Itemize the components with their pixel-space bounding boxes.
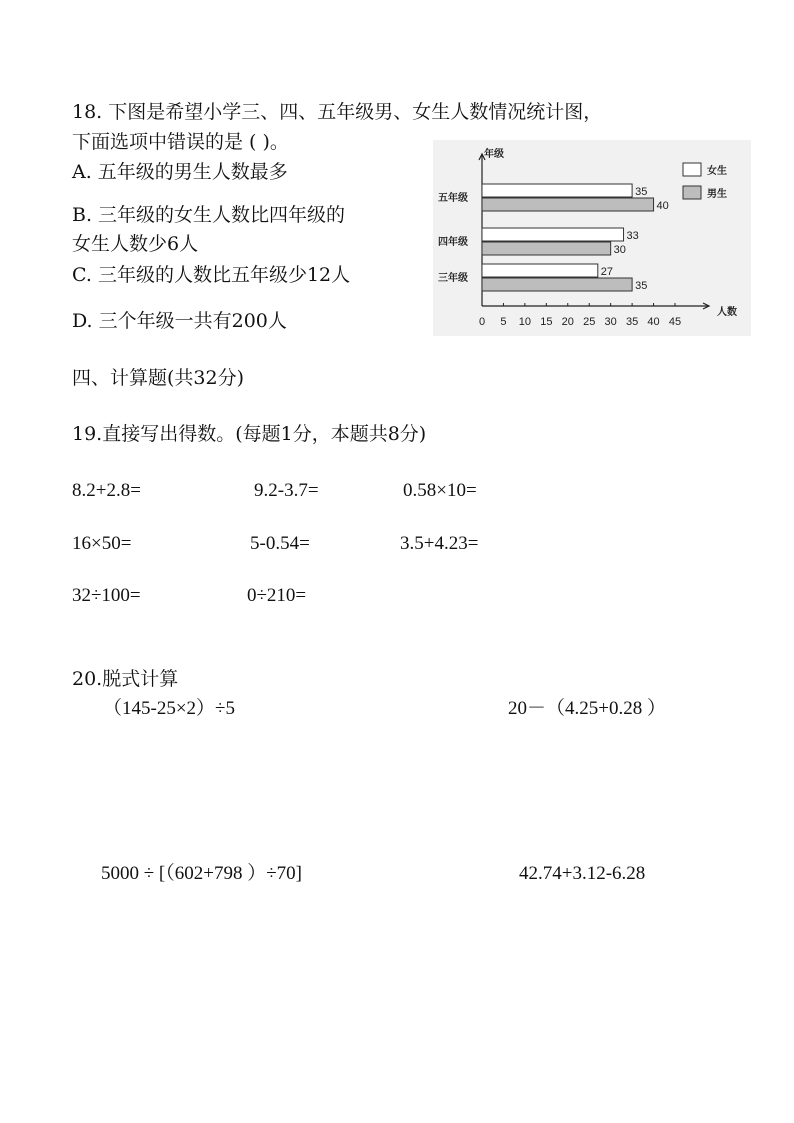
- legend-label: 女生: [707, 166, 727, 177]
- data-label: 33: [626, 230, 639, 242]
- legend-label: 男生: [707, 189, 727, 200]
- x-tick-label: 40: [647, 316, 660, 328]
- q18-option-c: C. 三年级的人数比五年级少12人: [72, 264, 351, 286]
- q20-item-2: 20－（4.25+0.28 ）: [508, 698, 666, 719]
- data-label: 40: [656, 200, 669, 212]
- data-label: 30: [613, 244, 626, 256]
- x-tick-label: 15: [540, 316, 553, 328]
- q19-item-7: 32÷100=: [72, 585, 141, 606]
- bar-male: [482, 278, 632, 291]
- bar-male: [482, 198, 654, 211]
- category-label: 五年级: [438, 193, 468, 204]
- q19-item-5: 5-0.54=: [250, 533, 310, 554]
- data-label: 35: [635, 186, 648, 198]
- q19-item-8: 0÷210=: [247, 585, 307, 606]
- x-tick-label: 10: [518, 316, 532, 328]
- category-label: 四年级: [438, 237, 468, 248]
- q19-item-2: 9.2-3.7=: [254, 480, 319, 501]
- q18-option-a: A. 五年级的男生人数最多: [72, 161, 288, 183]
- q18-option-b-line2: 女生人数少6人: [72, 233, 199, 255]
- q19-item-6: 3.5+4.23=: [400, 533, 479, 554]
- q20-title: 20.脱式计算: [72, 668, 179, 690]
- grade-gender-bar-chart: [433, 140, 751, 336]
- q18-option-b-line1: B. 三年级的女生人数比四年级的: [72, 204, 346, 226]
- x-tick-label: 20: [561, 316, 574, 328]
- q18-stem-line1: 18. 下图是希望小学三、四、五年级男、女生人数情况统计图，: [72, 101, 603, 123]
- q18-stem-line2: 下面选项中错误的是 ( )。: [72, 131, 289, 153]
- x-tick-label: 35: [625, 316, 639, 328]
- x-tick-label: 25: [583, 316, 596, 328]
- category-label: 三年级: [438, 273, 468, 284]
- bar-female: [482, 228, 624, 241]
- bar-female: [482, 264, 598, 277]
- data-label: 27: [600, 266, 614, 278]
- x-axis-label: 人数: [717, 307, 737, 318]
- q20-item-3: 5000 ÷ [（602+798 ）÷70]: [101, 863, 302, 884]
- q20-item-1: （145-25×2）÷5: [103, 698, 235, 719]
- q19-item-1: 8.2+2.8=: [72, 480, 141, 501]
- q19-item-3: 0.58×10=: [403, 480, 477, 501]
- q18-option-d: D. 三个年级一共有200人: [72, 310, 287, 332]
- q19-item-4: 16×50=: [72, 533, 132, 554]
- x-tick-label: 0: [478, 316, 486, 328]
- section-4-title: 四、计算题(共32分): [72, 367, 245, 389]
- q20-item-4: 42.74+3.12-6.28: [519, 863, 646, 884]
- legend-swatch: [683, 186, 701, 199]
- q19-title: 19.直接写出得数。(每题1分，本题共8分): [72, 423, 427, 445]
- legend-swatch: [683, 163, 701, 176]
- bar-male: [482, 242, 611, 255]
- data-label: 35: [635, 280, 648, 292]
- x-tick-label: 5: [500, 316, 507, 328]
- x-tick-label: 45: [668, 316, 682, 328]
- bar-female: [482, 184, 632, 197]
- x-tick-label: 30: [604, 316, 617, 328]
- chart-svg: [433, 140, 751, 336]
- y-axis-label: 年级: [484, 149, 504, 160]
